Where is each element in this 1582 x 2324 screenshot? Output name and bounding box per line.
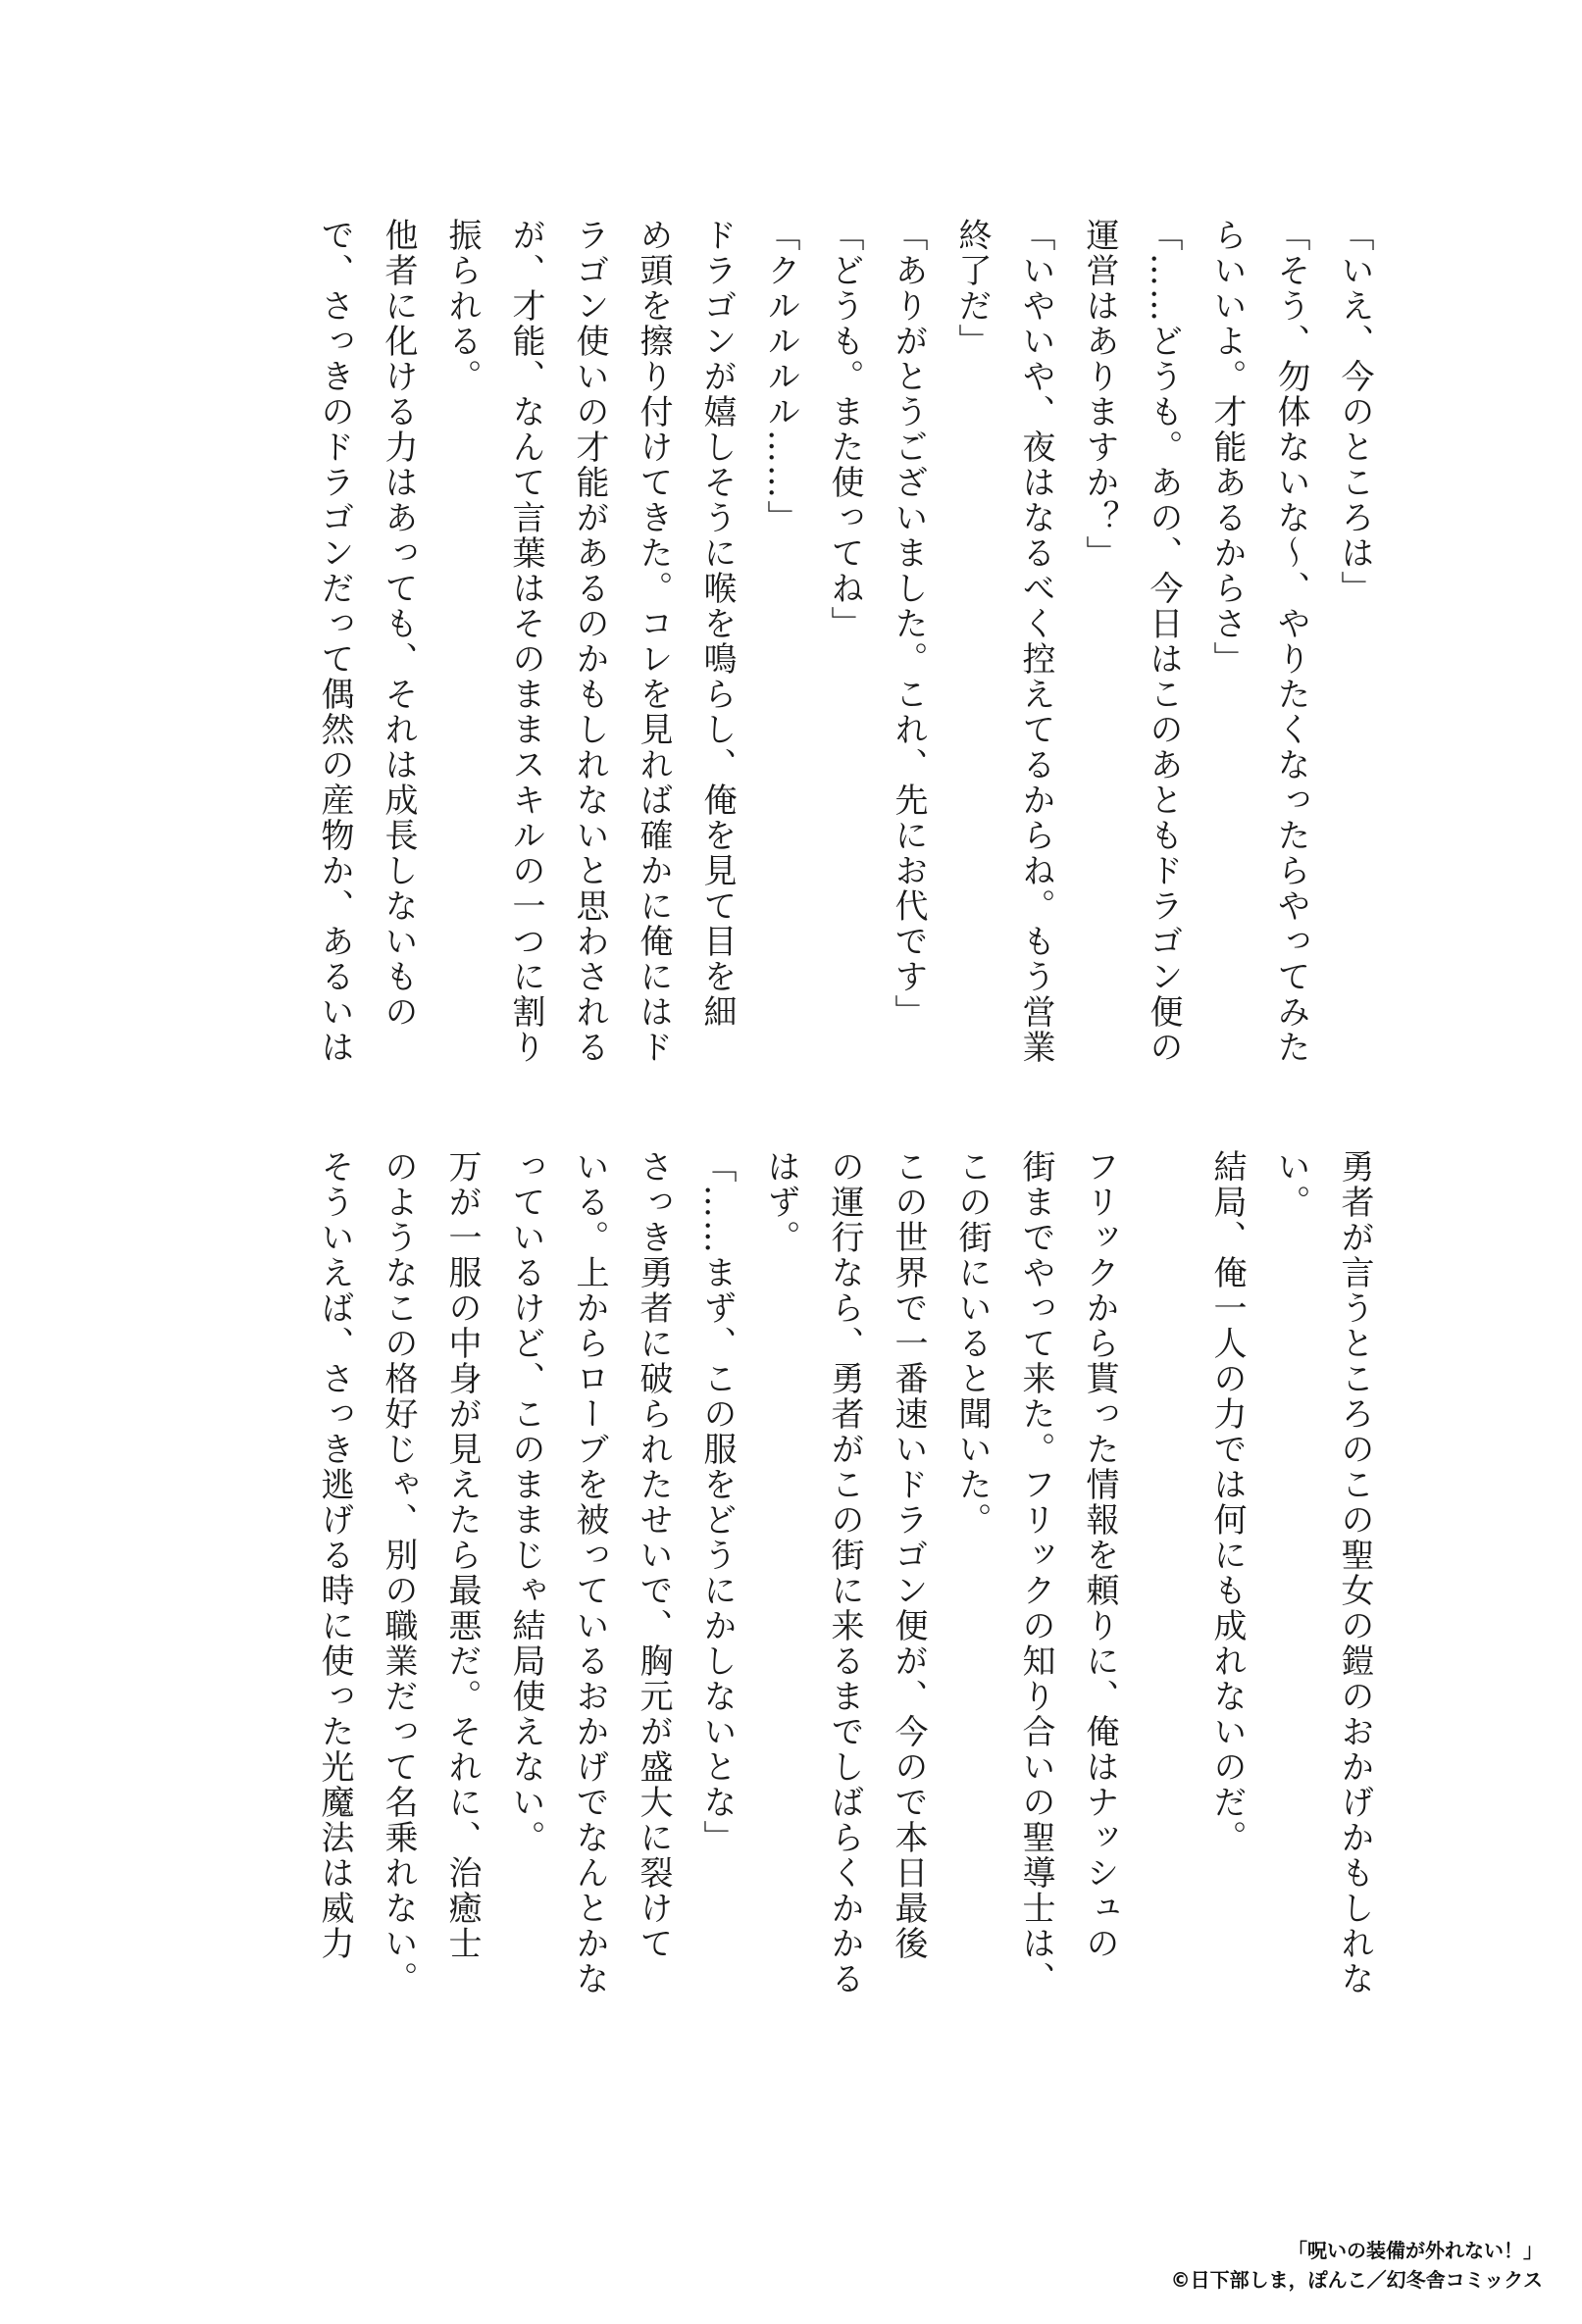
text-line: 「いやいや、夜はなるべく控えてるからね。もう営業 [1016, 218, 1055, 1065]
text-line: フリックから貰った情報を頼りに、俺はナッシュの [1080, 1149, 1119, 1961]
text-line: の運行なら、勇者がこの街に来るまでしばらくかかる [825, 1149, 864, 1996]
text-line: 振られる。 [442, 218, 482, 394]
text-line: っているけど、このままじゃ結局使えない。 [506, 1149, 545, 1855]
text-line: 運営はありますか？」 [1080, 218, 1119, 571]
text-line: 他者に化ける力はあっても、それは成長しないもの [379, 218, 418, 1030]
blank-line [1131, 1149, 1195, 2032]
text-line: らいいよ。才能あるからさ」 [1207, 218, 1247, 677]
credit-title: 「呪いの装備が外れない！」 [1288, 2239, 1543, 2262]
text-line: 終了だ」 [952, 218, 992, 359]
copyright-credit [1171, 2236, 1543, 2295]
text-line: この世界で一番速いドラゴン便が、今ので本日最後 [889, 1149, 928, 1961]
text-line: で、さっきのドラゴンだって偶然の産物か、あるいは [315, 218, 354, 1065]
text-line: め頭を擦り付けてきた。コレを見れば確かに俺にはド [634, 218, 673, 1065]
text-block-lower [302, 1149, 1386, 2032]
text-line: ラゴン使いの才能があるのかもしれないと思わされる [570, 218, 609, 1065]
text-line: 「ありがとうございました。これ、先にお代です」 [889, 218, 928, 1030]
text-line: 「……どうも。あの、今日はこのあともドラゴン便の [1144, 218, 1183, 1065]
text-line: 結局、俺一人の力では何にも成れないのだ。 [1207, 1149, 1247, 1855]
text-line: 「そう、勿体ないな〜、やりたくなったらやってみた [1271, 218, 1310, 1065]
text-line: のようなこの格好じゃ、別の職業だって名乗れない。 [379, 1149, 418, 1996]
text-line: 「……まず、この服をどうにかしないとな」 [697, 1149, 737, 1855]
text-line: さっき勇者に破られたせいで、胸元が盛大に裂けて [634, 1149, 673, 1961]
text-line: 勇者が言うところのこの聖女の鎧のおかげかもしれな [1335, 1149, 1374, 1996]
text-line: 「どうも。また使ってね」 [825, 218, 864, 641]
text-line: い。 [1271, 1149, 1310, 1220]
text-line: いる。上からローブを被っているおかげでなんとかな [570, 1149, 609, 1996]
text-line: 「いえ、今のところは」 [1335, 218, 1374, 606]
text-block-upper [302, 218, 1386, 1100]
text-line: 万が一服の中身が見えたら最悪だ。それに、治癒士 [442, 1149, 482, 1961]
credit-copyright: ©日下部しま，ぽんこ／幻冬舎コミックス [1170, 2268, 1543, 2292]
text-line: 「クルルルル……」 [761, 218, 800, 535]
text-line: はず。 [761, 1149, 800, 1255]
text-line: ドラゴンが嬉しそうに喉を鳴らし、俺を見て目を細 [697, 218, 737, 1030]
text-line: この街にいると聞いた。 [952, 1149, 992, 1538]
text-line: 街までやって来た。フリックの知り合いの聖導士は、 [1016, 1149, 1055, 1996]
text-line: が、才能、なんて言葉はそのままスキルの一つに割り [506, 218, 545, 1065]
text-line: そういえば、さっき逃げる時に使った光魔法は威力 [315, 1149, 354, 1961]
